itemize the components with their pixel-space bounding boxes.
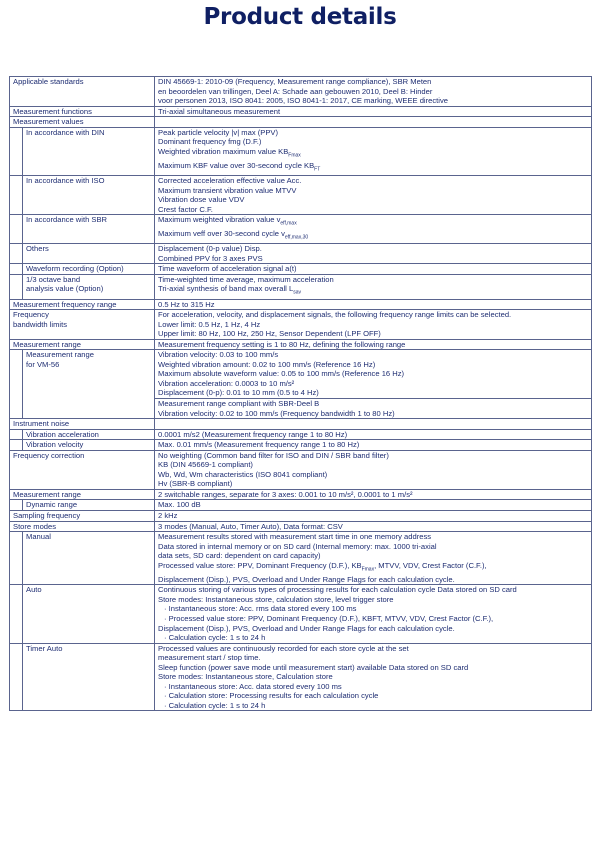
row-value: 0.0001 m/s2 (Measurement frequency range 1 to 80 Hz) [155, 429, 592, 440]
row-store-manual [10, 532, 592, 585]
row-value: 2 switchable ranges, separate for 3 axes: 0.001 to 10 m/s², 0.0001 to 1 m/s² [155, 489, 592, 500]
row-value: Tri-axial simultaneous measurement [155, 106, 592, 117]
row-instrument-noise [10, 419, 592, 430]
row-dynamic-range [10, 500, 592, 511]
row-label: Frequency bandwidth limits [10, 310, 155, 340]
row-measurement-range [10, 339, 592, 350]
value-line: Vibration dose value VDV [158, 195, 245, 205]
value-line: Vibration velocity: 0.03 to 100 mm/s [158, 350, 279, 360]
row-value [155, 310, 592, 340]
row-label: Applicable standards [10, 77, 155, 107]
value-line: · Processed value store: PPV, Dominant Frequency (D.F.), KBFT, MTVV, VDV, Crest Factor (C.F.), [164, 613, 494, 623]
value-line: voor personen 2013, ISO 8041: 2005, ISO 8041-1: 2017, CE marking, WEEE directive [158, 96, 448, 106]
value-line: en beoordelen van trillingen, Deel A: Schade aan gebouwen 2010, Deel B: Hinder [158, 86, 433, 96]
row-label: Measurement functions [10, 106, 155, 117]
row-value: Measurement frequency setting is 1 to 80 Hz, defining the following range [155, 339, 592, 350]
value-line: Vibration acceleration: 0.0003 to 10 m/s² [158, 378, 295, 388]
row-vibration-acceleration-noise [10, 429, 592, 440]
row-value: 0.5 Hz to 315 Hz [155, 299, 592, 310]
value-line: Measurement range compliant with SBR-Deel B [158, 398, 320, 408]
row-label: Instrument noise [10, 419, 155, 430]
row-value [155, 175, 592, 214]
row-value [155, 117, 592, 128]
row-measurement-range-switchable [10, 489, 592, 500]
value-line: · Calculation cycle: 1 s to 24 h [164, 700, 266, 710]
value-line: Processed value store: PPV, Dominant Frequency (D.F.), $KB_{Fmax}$, MTVV, VDV, Crest Factor (C.F.), [158, 560, 487, 573]
row-label: Sampling frequency [10, 511, 155, 522]
row-value [155, 419, 592, 430]
value-line: Data stored in internal memory or on SD card (Internal memory: max. 1000 tri-axial [158, 541, 437, 551]
value-line: Upper limit: 80 Hz, 100 Hz, 250 Hz, Sensor Dependent (LPF OFF) [158, 329, 381, 339]
row-value [155, 274, 592, 299]
row-value: Max. 0.01 mm/s (Measurement frequency range 1 to 80 Hz) [155, 440, 592, 451]
row-value [155, 215, 592, 244]
value-line: Maximum weighted vibration value $v_{eff,max}$ [158, 215, 297, 227]
value-line: Vibration velocity: 0.02 to 100 mm/s (Frequency bandwidth 1 to 80 Hz) [158, 408, 395, 418]
value-line: Displacement (0-p value) Disp. [158, 244, 262, 254]
value-line: Lower limit: 0.5 Hz, 1 Hz, 4 Hz [158, 319, 261, 329]
row-din [10, 127, 592, 175]
value-line: · Calculation cycle: 1 s to 24 h [164, 633, 266, 643]
value-line: · Instantaneous store: Acc. rms data stored every 100 ms [164, 604, 357, 614]
row-label: Store modes [10, 521, 155, 532]
row-measurement-functions [10, 106, 592, 117]
row-label: In accordance with ISO [23, 175, 155, 214]
row-value: Max. 100 dB [155, 500, 592, 511]
row-value [155, 127, 592, 175]
row-label: Measurement values [10, 117, 155, 128]
row-label: Auto [23, 585, 155, 643]
row-value: Time waveform of acceleration signal a(t) [155, 264, 592, 275]
value-line: Dominant frequency fmg (D.F.) [158, 137, 262, 147]
row-applicable-standards [10, 77, 592, 107]
row-frequency-bandwidth [10, 310, 592, 340]
row-iso [10, 175, 592, 214]
row-measurement-frequency-range [10, 299, 592, 310]
row-value [155, 398, 592, 418]
value-line: Displacement (0-p): 0.01 to 10 mm (0.5 to 4 Hz) [158, 388, 319, 398]
row-sampling-frequency [10, 511, 592, 522]
value-line: For acceleration, velocity, and displacement signals, the following frequency range limits can be selected. [158, 310, 512, 320]
row-label: Frequency correction [10, 450, 155, 489]
value-line: Wb, Wd, Wm characteristics (ISO 8041 compliant) [158, 469, 328, 479]
row-value [155, 244, 592, 264]
row-label: Manual [23, 532, 155, 585]
row-vibration-velocity-noise [10, 440, 592, 451]
value-line: Store modes: Instantaneous store, Calculation store [158, 672, 333, 682]
value-line: Maximum transient vibration value MTVV [158, 185, 297, 195]
row-frequency-correction [10, 450, 592, 489]
row-label: In accordance with DIN [23, 127, 155, 175]
row-store-modes [10, 521, 592, 532]
value-line: Tri-axial synthesis of band max overall $L_{sav}$ [158, 284, 301, 296]
value-line: Hv (SBR-B compliant) [158, 479, 233, 489]
value-line: No weighting (Common band filter for ISO and DIN / SBR band filter) [158, 450, 389, 460]
value-line: Maximum veff over 30-second cycle $v_{eff,max,30}$ [158, 229, 309, 241]
row-octave-band [10, 274, 592, 299]
specifications-table [9, 76, 592, 711]
row-store-timer-auto [10, 643, 592, 711]
row-sbr [10, 215, 592, 244]
row-label: Measurement frequency range [10, 299, 155, 310]
value-line: Sleep function (power save mode until measurement start) available Data stored on SD card [158, 662, 469, 672]
value-line: measurement start / stop time. [158, 653, 261, 663]
value-line: Corrected acceleration effective value Acc. [158, 175, 302, 185]
value-line: Peak particle velocity |v| max (PPV) [158, 127, 278, 137]
value-line: Maximum absolute waveform value: 0.05 to 100 mm/s (Reference 16 Hz) [158, 369, 405, 379]
row-label: 1/3 octave band analysis value (Option) [23, 274, 155, 299]
value-line: Combined PPV for 3 axes PVS [158, 253, 263, 263]
value-line: Displacement (Disp.), PVS, Overload and Under Range Flags for each calculation cycle. [158, 574, 455, 584]
row-label: Timer Auto [23, 643, 155, 711]
row-label: Others [23, 244, 155, 264]
row-value [155, 77, 592, 107]
value-line: DIN 45669-1: 2010-09 (Frequency, Measurement range compliance), SBR Meten [158, 77, 432, 86]
row-label: Waveform recording (Option) [23, 264, 155, 275]
value-line: Time-weighted time average, maximum acceleration [158, 274, 334, 284]
row-value: 3 modes (Manual, Auto, Timer Auto), Data format: CSV [155, 521, 592, 532]
row-label: Vibration velocity [23, 440, 155, 451]
row-label: In accordance with SBR [23, 215, 155, 244]
row-value [155, 532, 592, 585]
row-value [155, 450, 592, 489]
row-store-auto [10, 585, 592, 643]
row-value [155, 585, 592, 643]
row-value [155, 350, 592, 399]
value-line: Measurement results stored with measurement start time in one memory address [158, 532, 432, 542]
page-title: Product details [203, 4, 397, 30]
row-value [155, 643, 592, 711]
value-line: Store modes: Instantaneous store, calculation store, level trigger store [158, 594, 394, 604]
row-others [10, 244, 592, 264]
value-line: Processed values are continuously recorded for each store cycle at the set [158, 643, 409, 653]
value-line: Crest factor C.F. [158, 204, 213, 214]
row-vm56-range [10, 350, 592, 399]
row-label: Measurement range for VM-56 [23, 350, 155, 419]
value-line: Weighted vibration amount: 0.02 to 100 mm/s (Reference 16 Hz) [158, 359, 376, 369]
value-line: data sets, SD card: dependent on card capacity) [158, 551, 321, 561]
value-line: · Instantaneous store: Acc. data stored every 100 ms [164, 681, 342, 691]
value-line: · Calculation store: Processing results for each calculation cycle [164, 691, 379, 701]
value-line: Weighted vibration maximum value $KB_{Fmax}$ [158, 146, 301, 159]
row-measurement-values [10, 117, 592, 128]
row-value: 2 kHz [155, 511, 592, 522]
row-label: Measurement range [10, 339, 155, 350]
row-waveform-recording [10, 264, 592, 275]
row-label: Vibration acceleration [23, 429, 155, 440]
value-line: KB (DIN 45669-1 compliant) [158, 460, 253, 470]
row-label: Dynamic range [23, 500, 155, 511]
row-label: Measurement range [10, 489, 155, 500]
value-line: Maximum KBF value over 30-second cycle $KB_{FT}$ [158, 160, 321, 173]
value-line: Continuous storing of various types of processing results for each calculation cycle Data stored on SD card [158, 585, 517, 595]
value-line: Displacement (Disp.), PVS, Overload and Under Range Flags for each calculation cycle. [158, 623, 455, 633]
